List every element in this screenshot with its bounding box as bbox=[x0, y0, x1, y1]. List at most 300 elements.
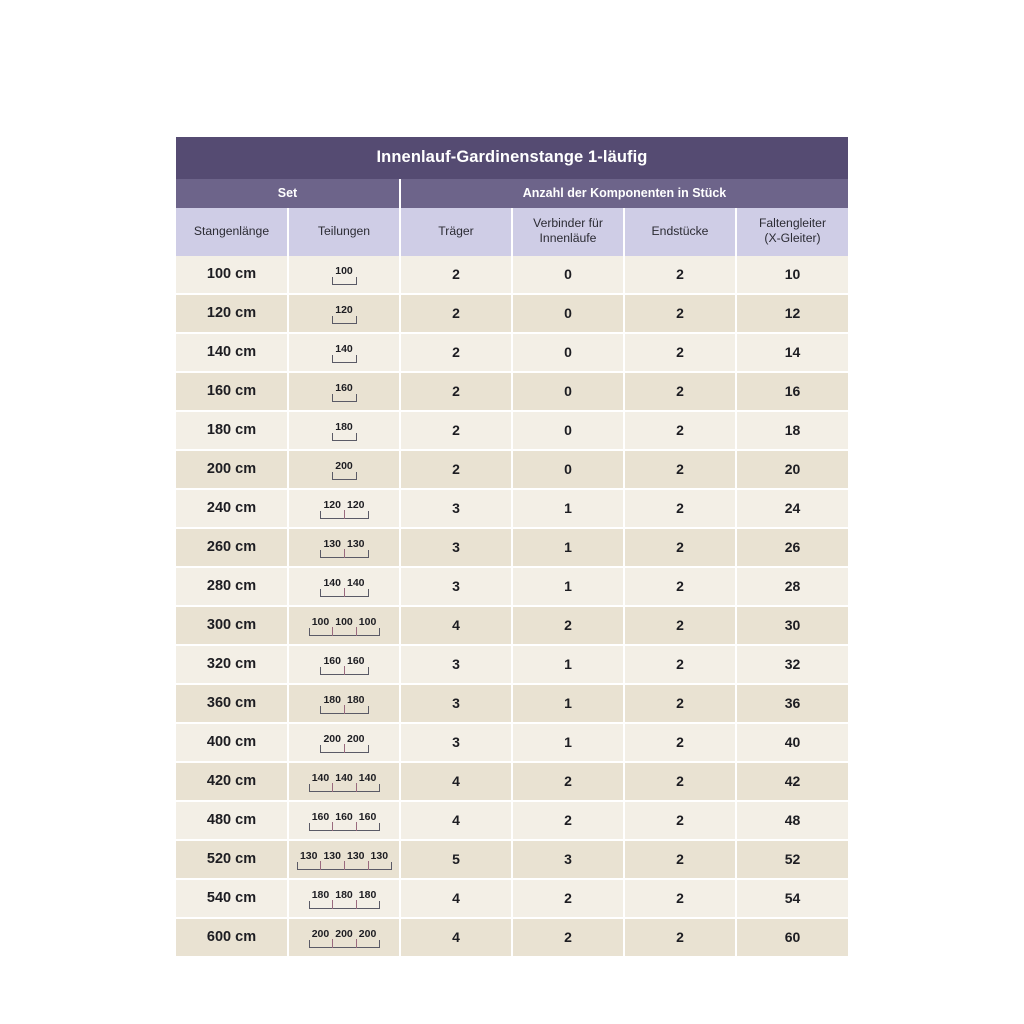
page-title: Innenlauf-Gardinenstange 1-läufig bbox=[176, 137, 848, 179]
cell-verbinder: 2 bbox=[512, 918, 624, 957]
teilungen-segments bbox=[309, 886, 380, 908]
teilung-end-tick bbox=[320, 589, 321, 597]
cell-verbinder: 1 bbox=[512, 567, 624, 606]
cell-teilungen bbox=[288, 801, 400, 840]
teilung-baseline bbox=[309, 830, 380, 831]
table-row bbox=[176, 918, 848, 957]
cell-verbinder: 0 bbox=[512, 333, 624, 372]
teilung-end-tick bbox=[379, 940, 380, 948]
cell-stangenlaenge: 140 cm bbox=[176, 333, 288, 372]
teilung-label: 140 bbox=[358, 771, 377, 784]
teilung-end-tick bbox=[368, 511, 369, 519]
table-group-row bbox=[176, 179, 848, 208]
teilung-segment bbox=[320, 578, 344, 596]
teilung-end-tick bbox=[356, 316, 357, 324]
column-header-stangenlaenge: Stangenlänge bbox=[176, 208, 288, 256]
teilung-segment bbox=[320, 539, 344, 557]
teilung-divider-tick bbox=[344, 549, 345, 558]
teilung-end-tick bbox=[356, 472, 357, 480]
teilungen-segments bbox=[332, 301, 356, 323]
teilung-segment bbox=[356, 773, 380, 791]
cell-verbinder: 2 bbox=[512, 801, 624, 840]
teilung-divider-tick bbox=[344, 510, 345, 519]
teilung-end-tick bbox=[309, 940, 310, 948]
cell-traeger: 2 bbox=[400, 294, 512, 333]
cell-teilungen bbox=[288, 450, 400, 489]
cell-traeger: 2 bbox=[400, 411, 512, 450]
cell-endstuecke: 2 bbox=[624, 801, 736, 840]
teilung-end-tick bbox=[309, 901, 310, 909]
cell-faltengleiter: 24 bbox=[736, 489, 848, 528]
cell-endstuecke: 2 bbox=[624, 879, 736, 918]
table-header-row bbox=[176, 208, 848, 256]
teilung-segment bbox=[309, 773, 333, 791]
teilungen-diagram bbox=[309, 886, 380, 912]
teilungen-diagram bbox=[320, 652, 367, 678]
cell-endstuecke: 2 bbox=[624, 528, 736, 567]
teilung-label: 130 bbox=[299, 849, 318, 862]
teilung-divider-tick bbox=[344, 588, 345, 597]
teilung-divider-tick bbox=[332, 783, 333, 792]
teilung-end-tick bbox=[356, 355, 357, 363]
teilung-end-tick bbox=[368, 589, 369, 597]
cell-traeger: 2 bbox=[400, 256, 512, 294]
cell-faltengleiter: 40 bbox=[736, 723, 848, 762]
teilung-segment bbox=[344, 500, 368, 518]
table-row bbox=[176, 879, 848, 918]
cell-verbinder: 1 bbox=[512, 684, 624, 723]
teilungen-diagram bbox=[332, 301, 356, 327]
cell-faltengleiter: 26 bbox=[736, 528, 848, 567]
teilung-label: 140 bbox=[323, 576, 341, 589]
cell-verbinder: 1 bbox=[512, 723, 624, 762]
cell-faltengleiter: 12 bbox=[736, 294, 848, 333]
teilungen-diagram bbox=[332, 418, 356, 444]
teilungen-diagram bbox=[309, 613, 380, 639]
teilung-segment bbox=[320, 734, 344, 752]
teilung-divider-tick bbox=[356, 627, 357, 636]
cell-endstuecke: 2 bbox=[624, 256, 736, 294]
teilung-segment bbox=[309, 617, 333, 635]
teilung-end-tick bbox=[320, 511, 321, 519]
cell-verbinder: 1 bbox=[512, 489, 624, 528]
teilung-end-tick bbox=[309, 823, 310, 831]
teilung-end-tick bbox=[320, 550, 321, 558]
cell-traeger: 3 bbox=[400, 528, 512, 567]
teilung-segment bbox=[320, 695, 344, 713]
teilung-baseline bbox=[309, 908, 380, 909]
cell-faltengleiter: 42 bbox=[736, 762, 848, 801]
table-row bbox=[176, 567, 848, 606]
table-row bbox=[176, 411, 848, 450]
cell-stangenlaenge: 320 cm bbox=[176, 645, 288, 684]
teilung-segment bbox=[356, 890, 380, 908]
teilung-end-tick bbox=[368, 667, 369, 675]
teilung-label: 200 bbox=[335, 459, 353, 472]
teilungen-segments bbox=[332, 379, 356, 401]
cell-endstuecke: 2 bbox=[624, 606, 736, 645]
cell-verbinder: 1 bbox=[512, 528, 624, 567]
teilung-label: 120 bbox=[347, 498, 365, 511]
table-body bbox=[176, 256, 848, 957]
cell-faltengleiter: 30 bbox=[736, 606, 848, 645]
cell-teilungen bbox=[288, 645, 400, 684]
teilung-label: 180 bbox=[335, 888, 353, 901]
teilung-divider-tick bbox=[332, 627, 333, 636]
teilung-label: 180 bbox=[358, 888, 377, 901]
cell-teilungen bbox=[288, 411, 400, 450]
cell-faltengleiter: 48 bbox=[736, 801, 848, 840]
teilung-end-tick bbox=[320, 706, 321, 714]
cell-faltengleiter: 54 bbox=[736, 879, 848, 918]
cell-stangenlaenge: 400 cm bbox=[176, 723, 288, 762]
teilung-baseline bbox=[332, 323, 356, 324]
cell-traeger: 2 bbox=[400, 333, 512, 372]
teilung-segment bbox=[332, 812, 356, 830]
cell-faltengleiter: 32 bbox=[736, 645, 848, 684]
spec-table-container bbox=[176, 137, 848, 958]
teilung-label: 120 bbox=[335, 303, 353, 316]
teilungen-diagram bbox=[297, 847, 391, 873]
table-head bbox=[176, 137, 848, 256]
teilung-segment bbox=[320, 656, 344, 674]
teilungen-diagram bbox=[309, 808, 380, 834]
teilung-baseline bbox=[332, 440, 356, 441]
table-row bbox=[176, 450, 848, 489]
teilung-end-tick bbox=[368, 550, 369, 558]
cell-stangenlaenge: 240 cm bbox=[176, 489, 288, 528]
cell-endstuecke: 2 bbox=[624, 372, 736, 411]
cell-stangenlaenge: 200 cm bbox=[176, 450, 288, 489]
teilung-label: 200 bbox=[347, 732, 365, 745]
cell-verbinder: 2 bbox=[512, 606, 624, 645]
cell-traeger: 3 bbox=[400, 567, 512, 606]
cell-endstuecke: 2 bbox=[624, 762, 736, 801]
teilung-end-tick bbox=[332, 316, 333, 324]
table-row bbox=[176, 840, 848, 879]
cell-verbinder: 3 bbox=[512, 840, 624, 879]
column-header-verbinder bbox=[512, 208, 624, 256]
cell-teilungen bbox=[288, 567, 400, 606]
teilungen-diagram bbox=[320, 496, 367, 522]
teilung-label: 130 bbox=[323, 849, 341, 862]
cell-endstuecke: 2 bbox=[624, 567, 736, 606]
cell-stangenlaenge: 160 cm bbox=[176, 372, 288, 411]
teilung-end-tick bbox=[356, 394, 357, 402]
teilungen-segments bbox=[332, 340, 356, 362]
teilung-segment bbox=[344, 734, 368, 752]
teilung-label: 200 bbox=[323, 732, 341, 745]
cell-faltengleiter: 20 bbox=[736, 450, 848, 489]
teilung-label: 160 bbox=[323, 654, 341, 667]
cell-stangenlaenge: 120 cm bbox=[176, 294, 288, 333]
teilung-divider-tick bbox=[332, 939, 333, 948]
teilungen-segments bbox=[309, 613, 380, 635]
teilung-label: 160 bbox=[358, 810, 377, 823]
teilung-divider-tick bbox=[356, 939, 357, 948]
teilung-end-tick bbox=[379, 823, 380, 831]
table-row bbox=[176, 333, 848, 372]
cell-verbinder: 0 bbox=[512, 372, 624, 411]
table-title-row bbox=[176, 137, 848, 179]
teilungen-diagram bbox=[309, 925, 380, 951]
cell-stangenlaenge: 280 cm bbox=[176, 567, 288, 606]
table-row bbox=[176, 762, 848, 801]
teilung-segment bbox=[309, 890, 333, 908]
cell-verbinder: 0 bbox=[512, 294, 624, 333]
teilung-divider-tick bbox=[332, 822, 333, 831]
cell-faltengleiter: 10 bbox=[736, 256, 848, 294]
teilung-segment bbox=[320, 851, 344, 869]
teilung-segment bbox=[332, 266, 356, 284]
teilung-segment bbox=[332, 461, 356, 479]
cell-verbinder: 2 bbox=[512, 762, 624, 801]
cell-faltengleiter: 14 bbox=[736, 333, 848, 372]
teilung-segment bbox=[332, 422, 356, 440]
teilung-divider-tick bbox=[344, 861, 345, 870]
cell-stangenlaenge: 540 cm bbox=[176, 879, 288, 918]
cell-faltengleiter: 36 bbox=[736, 684, 848, 723]
teilung-baseline bbox=[332, 362, 356, 363]
table-row bbox=[176, 489, 848, 528]
teilung-end-tick bbox=[332, 472, 333, 480]
teilung-segment bbox=[309, 812, 333, 830]
teilung-end-tick bbox=[332, 277, 333, 285]
teilung-segment bbox=[332, 383, 356, 401]
teilung-end-tick bbox=[379, 901, 380, 909]
spec-table bbox=[176, 137, 848, 958]
table-row bbox=[176, 645, 848, 684]
teilungen-diagram bbox=[332, 457, 356, 483]
cell-faltengleiter: 28 bbox=[736, 567, 848, 606]
cell-traeger: 3 bbox=[400, 489, 512, 528]
cell-teilungen bbox=[288, 918, 400, 957]
teilung-label: 120 bbox=[323, 498, 341, 511]
cell-stangenlaenge: 360 cm bbox=[176, 684, 288, 723]
teilung-end-tick bbox=[379, 628, 380, 636]
teilung-end-tick bbox=[356, 433, 357, 441]
cell-traeger: 3 bbox=[400, 684, 512, 723]
cell-traeger: 3 bbox=[400, 723, 512, 762]
teilung-label: 200 bbox=[335, 927, 353, 940]
cell-traeger: 3 bbox=[400, 645, 512, 684]
teilung-baseline bbox=[332, 479, 356, 480]
cell-stangenlaenge: 480 cm bbox=[176, 801, 288, 840]
teilung-label: 140 bbox=[311, 771, 330, 784]
teilung-end-tick bbox=[332, 433, 333, 441]
teilung-segment bbox=[344, 539, 368, 557]
cell-stangenlaenge: 300 cm bbox=[176, 606, 288, 645]
teilung-label: 160 bbox=[335, 381, 353, 394]
teilung-segment bbox=[344, 578, 368, 596]
teilung-label: 130 bbox=[370, 849, 389, 862]
teilung-end-tick bbox=[309, 784, 310, 792]
cell-endstuecke: 2 bbox=[624, 840, 736, 879]
teilung-end-tick bbox=[391, 862, 392, 870]
teilung-segment bbox=[332, 305, 356, 323]
teilung-divider-tick bbox=[344, 744, 345, 753]
teilung-end-tick bbox=[320, 745, 321, 753]
teilung-label: 180 bbox=[311, 888, 330, 901]
teilung-label: 100 bbox=[311, 615, 330, 628]
teilungen-diagram bbox=[332, 379, 356, 405]
teilung-end-tick bbox=[332, 355, 333, 363]
teilungen-segments bbox=[309, 769, 380, 791]
cell-teilungen bbox=[288, 606, 400, 645]
cell-verbinder: 0 bbox=[512, 411, 624, 450]
cell-teilungen bbox=[288, 333, 400, 372]
teilung-divider-tick bbox=[320, 861, 321, 870]
table-row bbox=[176, 723, 848, 762]
teilung-baseline bbox=[332, 401, 356, 402]
cell-traeger: 4 bbox=[400, 606, 512, 645]
group-header-components: Anzahl der Komponenten in Stück bbox=[400, 179, 848, 208]
teilungen-diagram bbox=[332, 262, 356, 288]
table-row bbox=[176, 684, 848, 723]
teilung-segment bbox=[332, 890, 356, 908]
cell-teilungen bbox=[288, 723, 400, 762]
cell-verbinder: 2 bbox=[512, 879, 624, 918]
teilung-segment bbox=[356, 929, 380, 947]
teilung-label: 200 bbox=[311, 927, 330, 940]
teilung-divider-tick bbox=[356, 783, 357, 792]
teilung-label: 180 bbox=[335, 420, 353, 433]
column-header-verbinder-line1: Verbinder für bbox=[533, 216, 603, 230]
cell-stangenlaenge: 180 cm bbox=[176, 411, 288, 450]
teilung-segment bbox=[297, 851, 321, 869]
teilung-baseline bbox=[309, 947, 380, 948]
teilung-segment bbox=[368, 851, 392, 869]
teilung-divider-tick bbox=[356, 900, 357, 909]
teilungen-diagram bbox=[332, 340, 356, 366]
teilung-label: 100 bbox=[335, 615, 353, 628]
teilungen-segments bbox=[332, 457, 356, 479]
teilung-segment bbox=[356, 812, 380, 830]
cell-traeger: 2 bbox=[400, 372, 512, 411]
column-header-faltengleiter-line2: (X-Gleiter) bbox=[764, 231, 821, 246]
cell-traeger: 4 bbox=[400, 918, 512, 957]
teilung-end-tick bbox=[297, 862, 298, 870]
cell-teilungen bbox=[288, 762, 400, 801]
cell-endstuecke: 2 bbox=[624, 333, 736, 372]
column-header-endstuecke: Endstücke bbox=[624, 208, 736, 256]
cell-traeger: 5 bbox=[400, 840, 512, 879]
teilungen-diagram bbox=[320, 535, 367, 561]
teilung-end-tick bbox=[368, 706, 369, 714]
teilung-label: 130 bbox=[347, 537, 365, 550]
teilung-segment bbox=[356, 617, 380, 635]
cell-stangenlaenge: 600 cm bbox=[176, 918, 288, 957]
teilung-segment bbox=[344, 656, 368, 674]
teilung-baseline bbox=[332, 284, 356, 285]
teilung-divider-tick bbox=[356, 822, 357, 831]
teilung-segment bbox=[332, 344, 356, 362]
teilung-segment bbox=[344, 851, 368, 869]
cell-teilungen bbox=[288, 879, 400, 918]
column-header-teilungen: Teilungen bbox=[288, 208, 400, 256]
teilung-baseline bbox=[309, 791, 380, 792]
cell-traeger: 4 bbox=[400, 801, 512, 840]
teilung-segment bbox=[332, 773, 356, 791]
table-row bbox=[176, 256, 848, 294]
teilungen-segments bbox=[332, 262, 356, 284]
teilung-label: 130 bbox=[347, 849, 365, 862]
teilung-segment bbox=[332, 617, 356, 635]
teilung-label: 160 bbox=[311, 810, 330, 823]
cell-teilungen bbox=[288, 489, 400, 528]
cell-teilungen bbox=[288, 684, 400, 723]
teilung-label: 180 bbox=[323, 693, 341, 706]
cell-teilungen bbox=[288, 256, 400, 294]
column-header-faltengleiter-line1: Faltengleiter bbox=[758, 216, 827, 230]
teilung-end-tick bbox=[309, 628, 310, 636]
cell-endstuecke: 2 bbox=[624, 411, 736, 450]
teilung-label: 180 bbox=[347, 693, 365, 706]
cell-endstuecke: 2 bbox=[624, 684, 736, 723]
cell-endstuecke: 2 bbox=[624, 450, 736, 489]
cell-teilungen bbox=[288, 372, 400, 411]
teilung-segment bbox=[344, 695, 368, 713]
teilung-end-tick bbox=[379, 784, 380, 792]
cell-stangenlaenge: 100 cm bbox=[176, 256, 288, 294]
cell-endstuecke: 2 bbox=[624, 918, 736, 957]
teilung-label: 160 bbox=[335, 810, 353, 823]
cell-traeger: 2 bbox=[400, 450, 512, 489]
table-row bbox=[176, 801, 848, 840]
teilung-divider-tick bbox=[344, 666, 345, 675]
column-header-verbinder-line2: Innenläufe bbox=[539, 231, 597, 246]
table-row bbox=[176, 606, 848, 645]
teilung-segment bbox=[309, 929, 333, 947]
teilungen-diagram bbox=[320, 730, 367, 756]
teilung-label: 100 bbox=[335, 264, 353, 277]
teilungen-segments bbox=[332, 418, 356, 440]
cell-verbinder: 1 bbox=[512, 645, 624, 684]
teilungen-segments bbox=[309, 808, 380, 830]
cell-faltengleiter: 18 bbox=[736, 411, 848, 450]
teilung-label: 200 bbox=[358, 927, 377, 940]
column-header-faltengleiter bbox=[736, 208, 848, 256]
teilung-divider-tick bbox=[368, 861, 369, 870]
teilung-label: 160 bbox=[347, 654, 365, 667]
cell-endstuecke: 2 bbox=[624, 489, 736, 528]
teilung-segment bbox=[332, 929, 356, 947]
table-row bbox=[176, 528, 848, 567]
teilung-divider-tick bbox=[332, 900, 333, 909]
teilung-label: 140 bbox=[335, 342, 353, 355]
cell-endstuecke: 2 bbox=[624, 294, 736, 333]
teilung-baseline bbox=[309, 635, 380, 636]
teilungen-diagram bbox=[320, 691, 367, 717]
teilung-end-tick bbox=[332, 394, 333, 402]
table-row bbox=[176, 372, 848, 411]
cell-teilungen bbox=[288, 528, 400, 567]
group-header-set: Set bbox=[176, 179, 400, 208]
teilung-divider-tick bbox=[344, 705, 345, 714]
cell-faltengleiter: 52 bbox=[736, 840, 848, 879]
teilung-end-tick bbox=[368, 745, 369, 753]
teilung-label: 130 bbox=[323, 537, 341, 550]
teilungen-segments bbox=[309, 925, 380, 947]
teilung-end-tick bbox=[320, 667, 321, 675]
cell-faltengleiter: 60 bbox=[736, 918, 848, 957]
teilung-label: 140 bbox=[347, 576, 365, 589]
cell-endstuecke: 2 bbox=[624, 645, 736, 684]
teilungen-diagram bbox=[320, 574, 367, 600]
cell-verbinder: 0 bbox=[512, 450, 624, 489]
cell-verbinder: 0 bbox=[512, 256, 624, 294]
cell-teilungen bbox=[288, 840, 400, 879]
